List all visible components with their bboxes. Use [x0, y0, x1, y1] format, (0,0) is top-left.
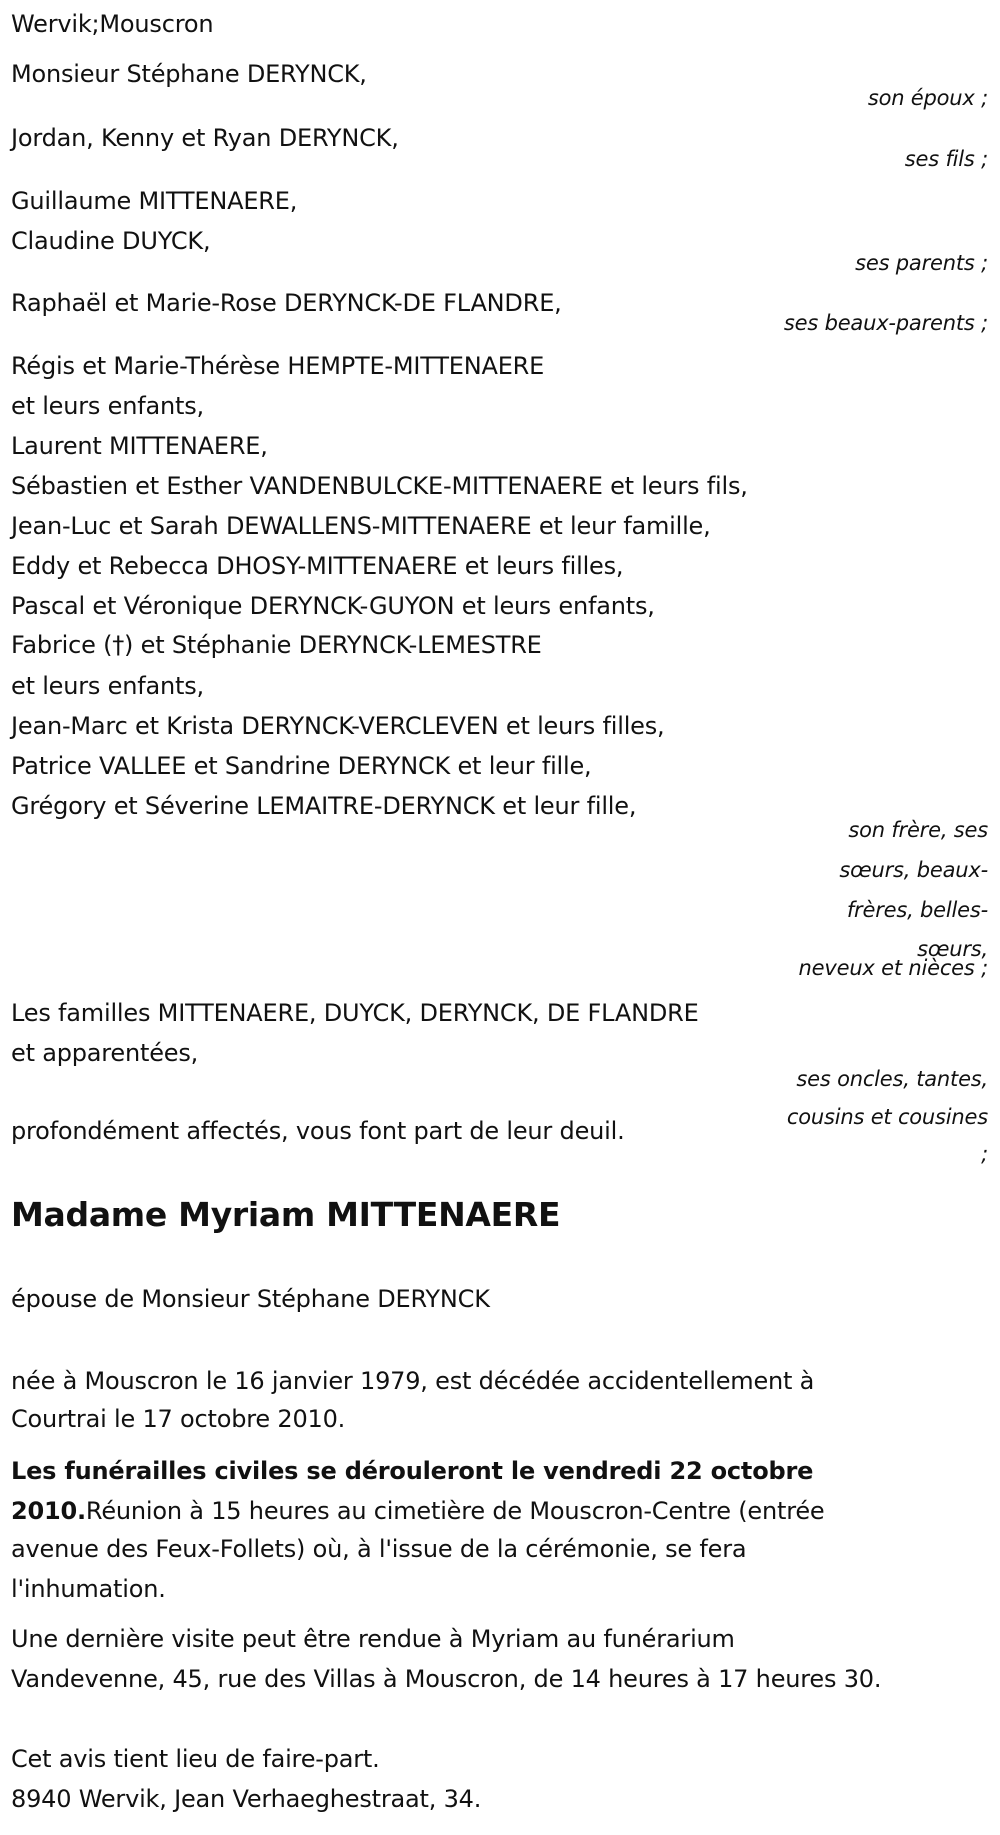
sibling-line: Patrice VALLEE et Sandrine DERYNCK et leur fille,	[11, 752, 592, 780]
sibling-line: Grégory et Séverine LEMAITRE-DERYNCK et leur fille,	[11, 792, 637, 820]
siblings-relation-line: neveux et nièces ;	[798, 956, 988, 980]
spouse-name: Monsieur Stéphane DERYNCK,	[11, 60, 367, 88]
sibling-line: Pascal et Véronique DERYNCK-GUYON et leurs enfants,	[11, 592, 655, 620]
funeral-line: avenue des Feux-Follets) où, à l'issue de la cérémonie, se fera	[11, 1535, 747, 1563]
closing-line: profondément affectés, vous font part de leur deuil.	[11, 1117, 625, 1145]
spouse-line: épouse de Monsieur Stéphane DERYNCK	[11, 1285, 490, 1313]
birth-death-line: née à Mouscron le 16 janvier 1979, est décédée accidentellement à	[11, 1367, 815, 1395]
funeral-bold-year: 2010.	[11, 1497, 86, 1525]
siblings-relation-line: sœurs,	[917, 937, 988, 961]
families-relation-line: cousins et cousines	[786, 1105, 988, 1129]
parent-name: Claudine DUYCK,	[11, 227, 211, 255]
siblings-relation-line: frères, belles-	[846, 898, 988, 922]
visit-line: Une dernière visite peut être rendue à Myriam au funérarium	[11, 1625, 735, 1653]
visit-line: Vandevenne, 45, rue des Villas à Mouscron, de 14 heures à 17 heures 30.	[11, 1665, 882, 1693]
in-laws-relation: ses beaux-parents ;	[783, 311, 988, 335]
sons-relation: ses fils ;	[904, 147, 988, 171]
sibling-line: et leurs enfants,	[11, 672, 204, 700]
sibling-line: Laurent MITTENAERE,	[11, 432, 268, 460]
sibling-line: Eddy et Rebecca DHOSY-MITTENAERE et leurs filles,	[11, 552, 624, 580]
in-laws-names: Raphaël et Marie-Rose DERYNCK-DE FLANDRE,	[11, 289, 562, 317]
notice-line: Cet avis tient lieu de faire-part.	[11, 1745, 380, 1773]
sons-names: Jordan, Kenny et Ryan DERYNCK,	[11, 124, 399, 152]
siblings-relation-line: son frère, ses	[848, 818, 988, 842]
address-line: 8940 Wervik, Jean Verhaeghestraat, 34.	[11, 1785, 482, 1813]
families-relation-line: ;	[981, 1142, 988, 1166]
sibling-line: et leurs enfants,	[11, 392, 204, 420]
deceased-name: Madame Myriam MITTENAERE	[11, 1195, 561, 1234]
funeral-details: Réunion à 15 heures au cimetière de Mouscron-Centre (entrée	[85, 1497, 825, 1525]
spouse-relation: son époux ;	[867, 86, 988, 110]
families-relation-line: ses oncles, tantes,	[796, 1067, 988, 1091]
families-line: Les familles MITTENAERE, DUYCK, DERYNCK, DE FLANDRE	[11, 999, 699, 1027]
sibling-line: Fabrice (†) et Stéphanie DERYNCK-LEMESTRE	[11, 631, 542, 659]
funeral-line: l'inhumation.	[11, 1575, 166, 1603]
parent-name: Guillaume MITTENAERE,	[11, 187, 298, 215]
birth-death-line: Courtrai le 17 octobre 2010.	[11, 1405, 346, 1433]
families-line: et apparentées,	[11, 1039, 199, 1067]
location-header: Wervik;Mouscron	[11, 10, 214, 38]
sibling-line: Régis et Marie-Thérèse HEMPTE-MITTENAERE	[11, 352, 545, 380]
sibling-line: Jean-Luc et Sarah DEWALLENS-MITTENAERE et leur famille,	[11, 512, 711, 540]
parents-relation: ses parents ;	[855, 251, 988, 275]
siblings-relation-line: sœurs, beaux-	[839, 858, 988, 882]
funeral-line	[11, 1495, 825, 1527]
sibling-line: Sébastien et Esther VANDENBULCKE-MITTENAERE et leurs fils,	[11, 472, 748, 500]
sibling-line: Jean-Marc et Krista DERYNCK-VERCLEVEN et leurs filles,	[11, 712, 665, 740]
funeral-bold-line: Les funérailles civiles se dérouleront le vendredi 22 octobre	[11, 1457, 814, 1485]
